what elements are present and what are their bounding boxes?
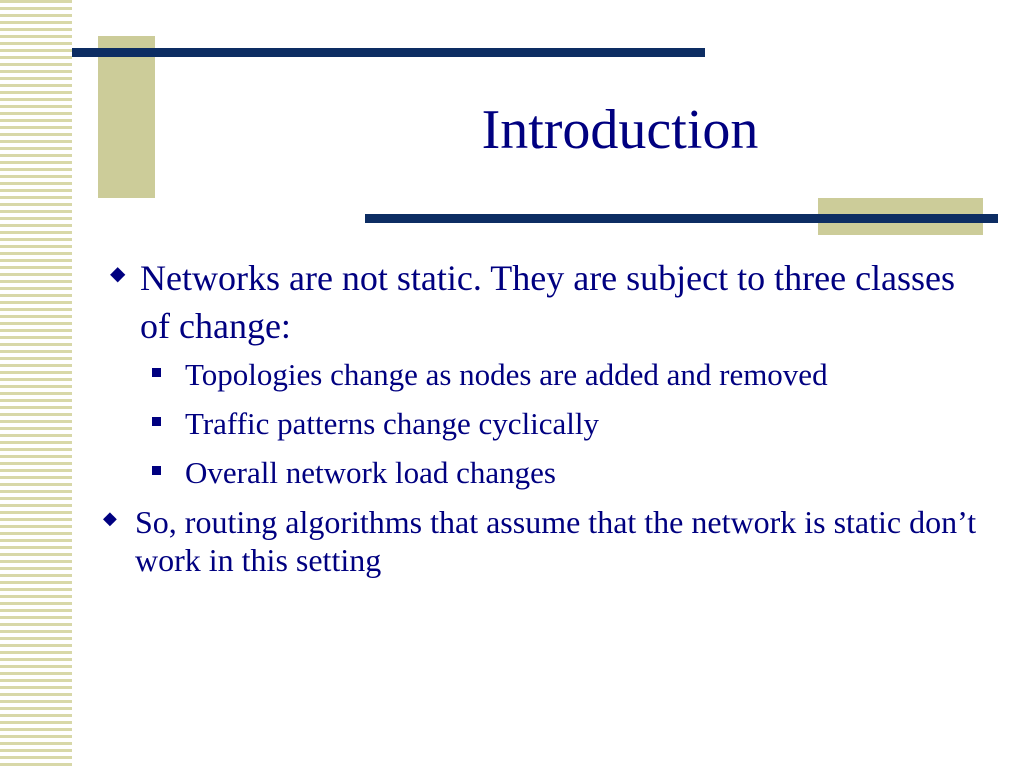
top-left-accent-block (98, 36, 155, 198)
sub-bullet-text: Traffic patterns change cyclically (185, 406, 600, 441)
slide-title: Introduction (481, 99, 759, 161)
diamond-bullet-icon: ◆ (103, 508, 117, 529)
bullet-item (100, 503, 980, 579)
sub-bullet-list (100, 356, 980, 492)
bullet-item (100, 254, 980, 350)
sub-bullet-text: Overall network load changes (185, 455, 557, 490)
sub-bullet-item (100, 454, 980, 492)
sub-bullet-item (100, 405, 980, 443)
square-bullet-icon (152, 466, 161, 475)
sub-bullet-text: Topologies change as nodes are added and removed (185, 357, 828, 392)
left-stripe-pattern (0, 0, 72, 768)
sub-bullet-item (100, 356, 980, 394)
bullet-text: So, routing algorithms that assume that the network is static don’t work in this setting (135, 504, 977, 578)
diamond-bullet-icon: ◆ (110, 261, 126, 285)
square-bullet-icon (152, 368, 161, 377)
bottom-horizontal-rule (365, 214, 998, 223)
bullet-text: Networks are not static. They are subject to three classes of change: (140, 258, 956, 346)
bullet-list (100, 254, 980, 579)
top-horizontal-rule (72, 48, 705, 57)
square-bullet-icon (152, 417, 161, 426)
